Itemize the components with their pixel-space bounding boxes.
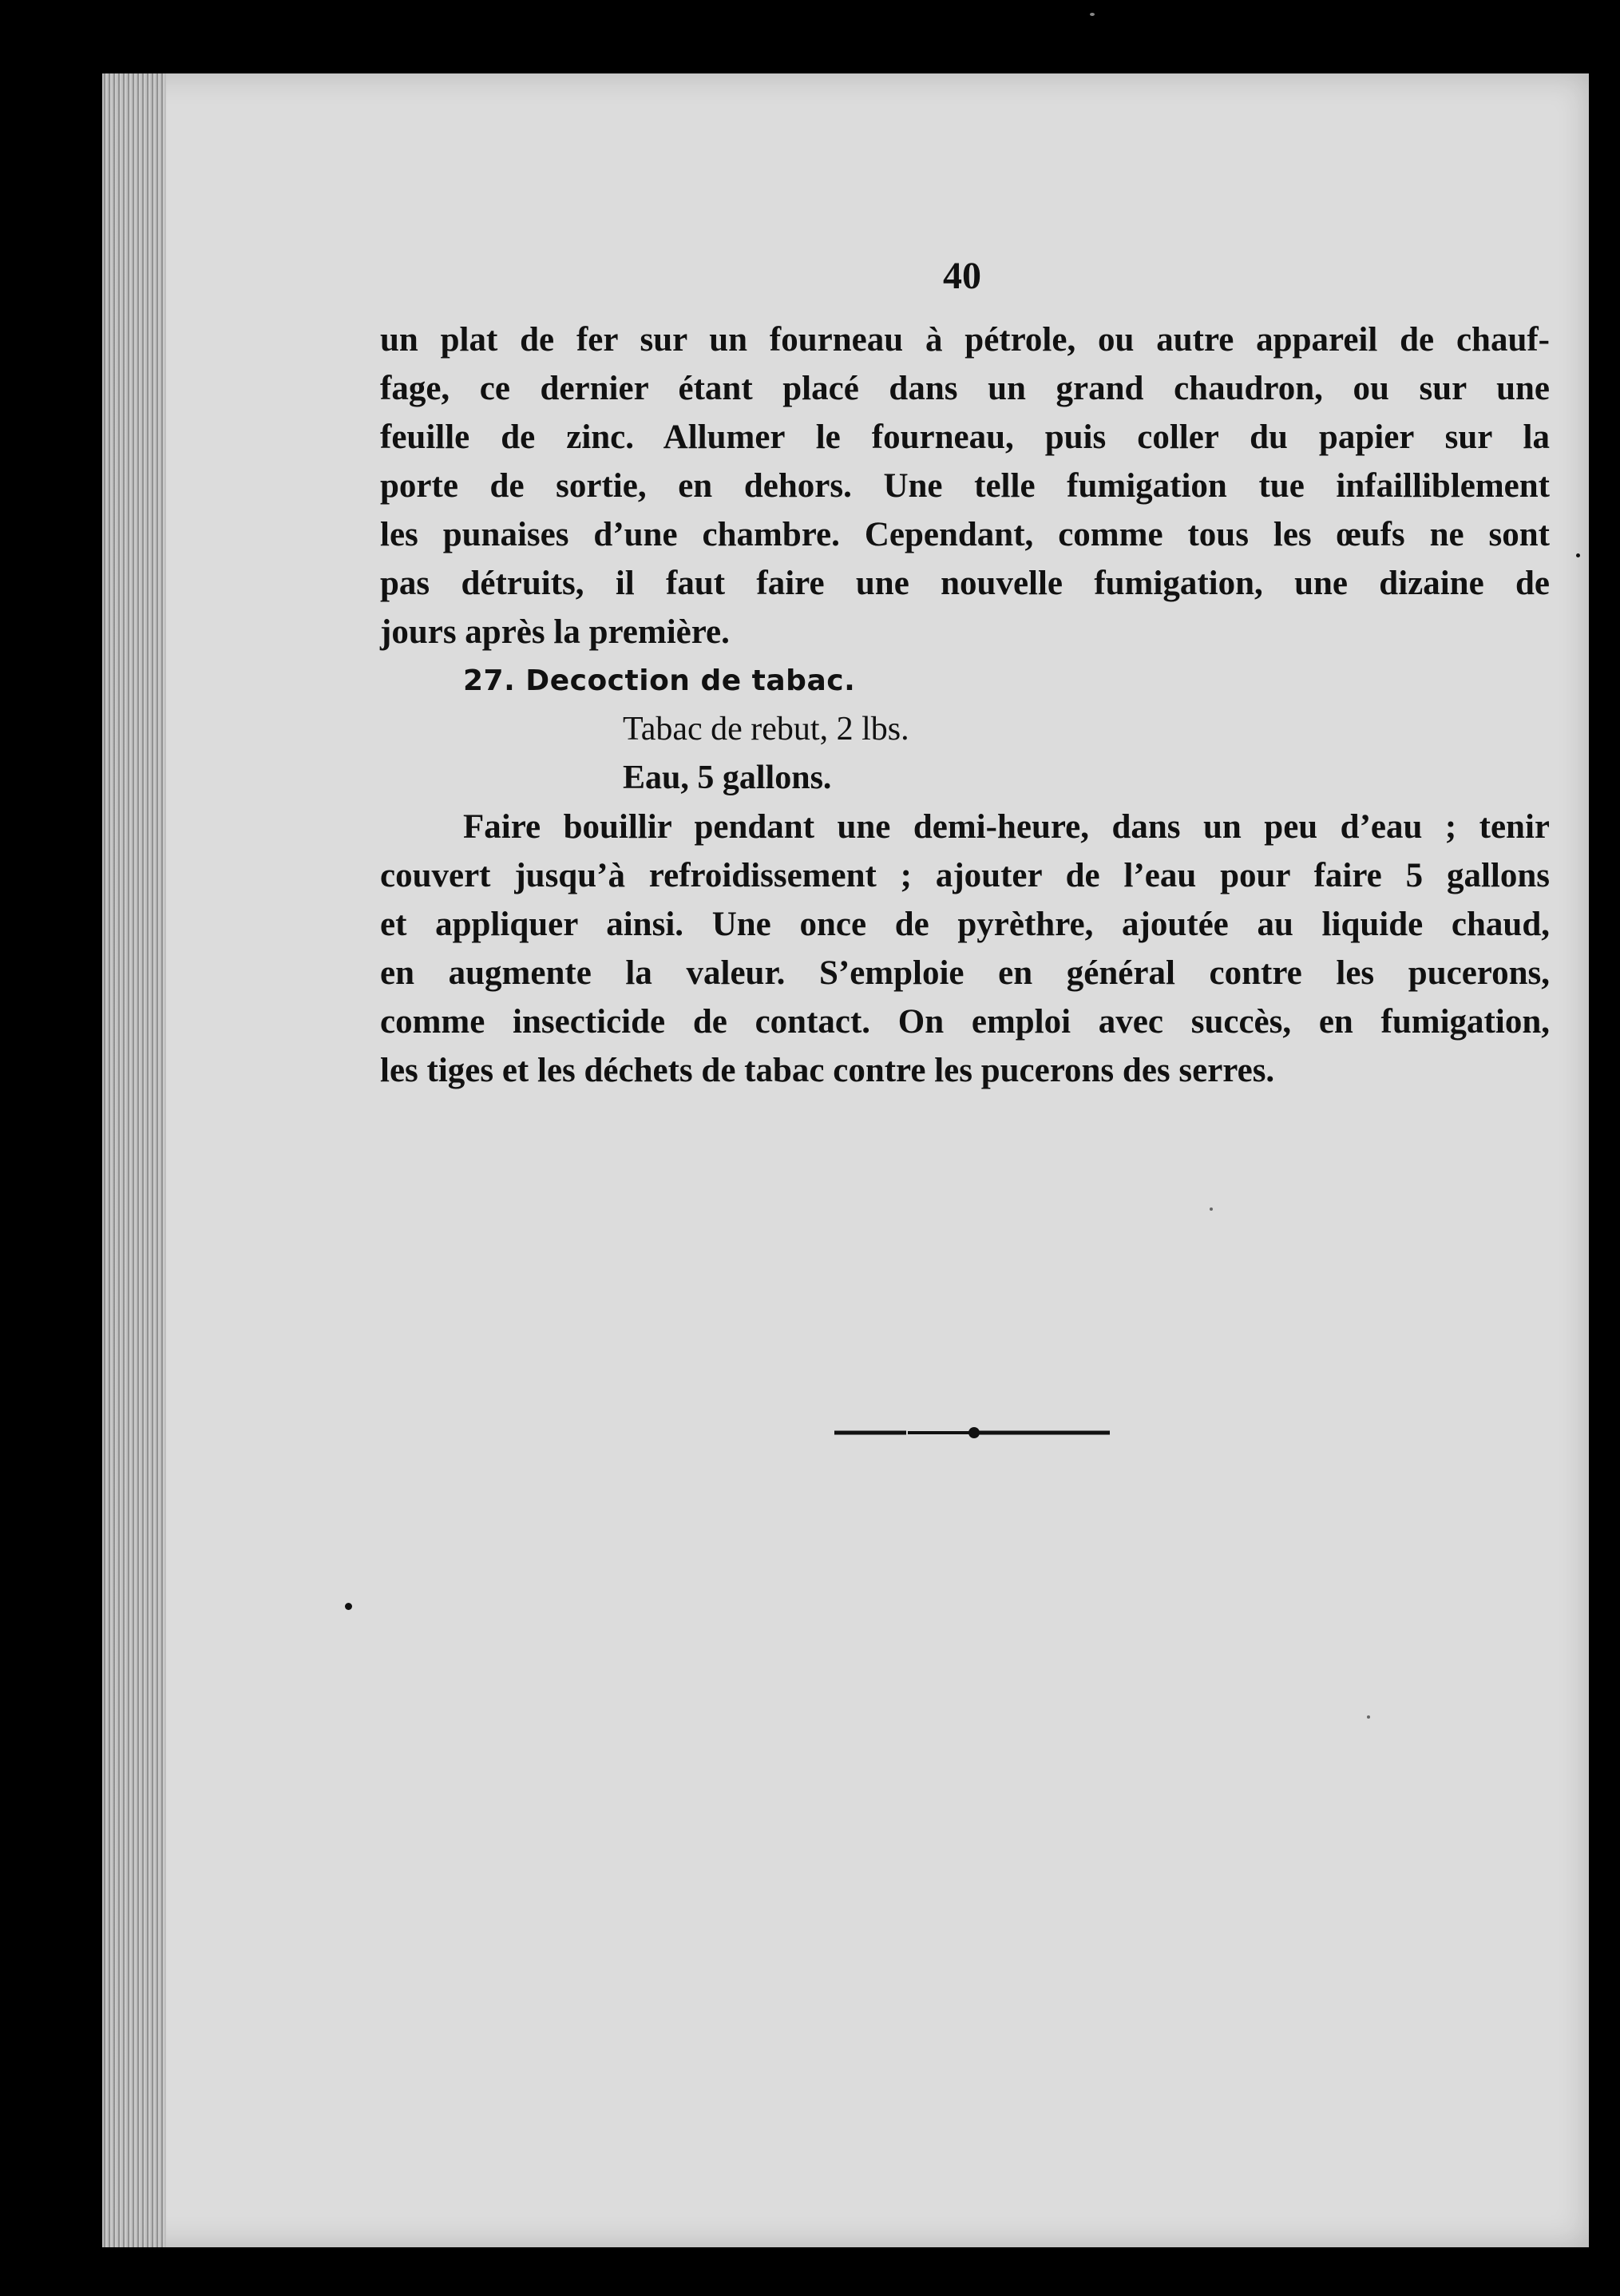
paragraph-fumigation (380, 315, 1550, 656)
scan-speck (1367, 1715, 1370, 1719)
decorative-rule (834, 1418, 1110, 1447)
text-line: couvert jusqu’à refroidissement ; ajouter de l’eau pour faire 5 gallons (380, 857, 1550, 894)
text-line: fage, ce dernier étant placé dans un grand chaudron, ou sur une (380, 370, 1550, 407)
text-line: feuille de zinc. Allumer le fourneau, puis coller du papier sur la (380, 418, 1550, 456)
scan-speck (1210, 1207, 1213, 1211)
text-line: un plat de fer sur un fourneau à pétrole, ou autre appareil de chauf- (380, 321, 1550, 359)
recipe-formula (380, 705, 1550, 803)
scan-speck (345, 1603, 352, 1610)
scan-speck (1576, 553, 1580, 557)
scan-speck (1090, 13, 1095, 16)
text-line: pas détruits, il faut faire une nouvelle fumigation, une dizaine de (380, 565, 1550, 602)
text-line: Faire bouillir pendant une demi-heure, dans un peu d’eau ; tenir (463, 808, 1550, 846)
text-line: porte de sortie, en dehors. Une telle fumigation tue infailliblement (380, 467, 1550, 505)
text-line: jours après la première. (380, 613, 730, 651)
formula-line: Tabac de rebut, 2 lbs. (623, 711, 909, 747)
page-body (380, 315, 1550, 1095)
text-line: comme insecticide de contact. On emploi avec succès, en fumigation, (380, 1003, 1550, 1041)
section-heading: 27. Decoction de tabac. (463, 664, 856, 697)
text-line: en augmente la valeur. S’emploie en général contre les pucerons, (380, 954, 1550, 992)
text-line: les punaises d’une chambre. Cependant, comme tous les œufs ne sont (380, 516, 1550, 553)
formula-line: Eau, 5 gallons. (623, 759, 832, 796)
page-number: 40 (943, 255, 981, 297)
text-line: les tiges et les déchets de tabac contre les pucerons des serres. (380, 1052, 1275, 1089)
page-stack-edges (102, 73, 166, 2247)
paragraph-decoction (380, 803, 1550, 1095)
text-line: et appliquer ainsi. Une once de pyrèthre, ajoutée au liquide chaud, (380, 906, 1550, 943)
